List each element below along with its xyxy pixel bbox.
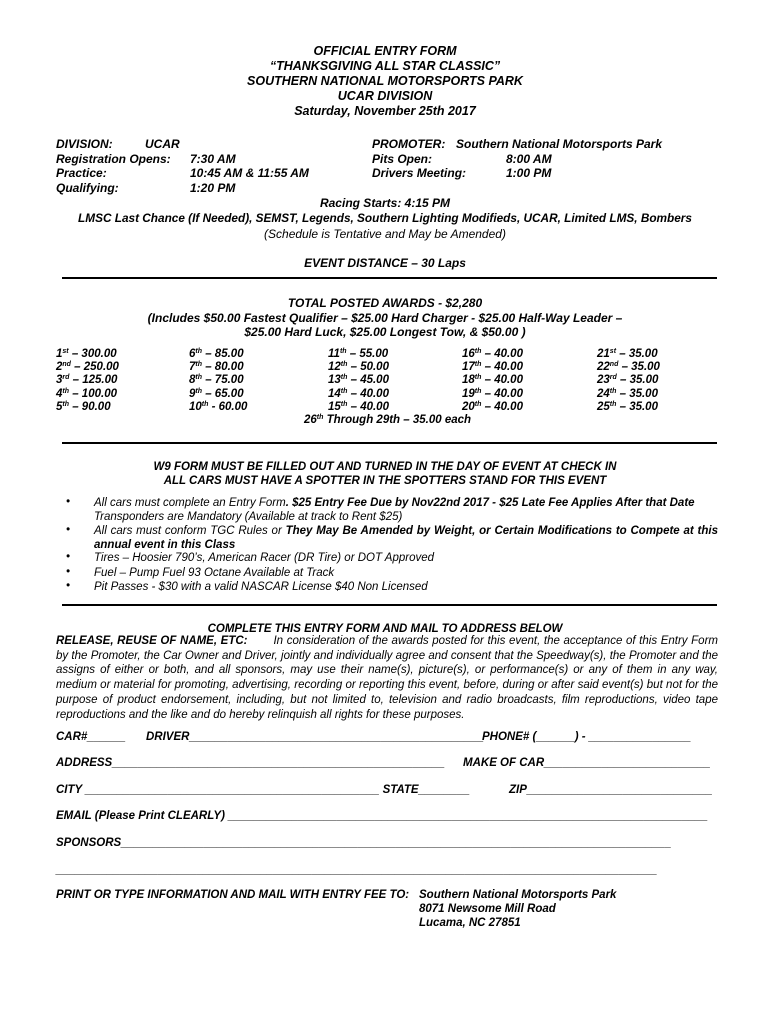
bullet-icon: • — [66, 496, 71, 508]
bullet-icon: • — [66, 524, 71, 536]
award-row: 22nd – 35.00 — [597, 361, 660, 374]
division-label: DIVISION: — [56, 137, 113, 151]
award-row: 7th – 80.00 — [189, 361, 244, 374]
promoter-value: Southern National Motorsports Park — [456, 137, 663, 151]
awards-through-line: 26th Through 29th – 35.00 each — [304, 414, 472, 426]
release-paragraph: RELEASE, REUSE OF NAME, ETC: In consideration of the awards posted for this event, the acceptance of this Entry Form by the Promoter, the Car Owner and Driver, jointly and individually agree and consent that the Speedway(s), the Promoter and the assigns of either or both, and all sponsors, may use their name(s), picture(s), or performance(s) or any of them in any way, medium or material for promoting, advertising, recording or reporting this event, before, during or after said event(s) but not for the purpose of product endorsement, including, but not limited to, television and radio broadcasts, film reproductions, video tape reproductions and the like and do hereby relinquish all rights for these purposes. — [56, 635, 718, 721]
award-row: 12th – 50.00 — [328, 361, 389, 374]
bullet-icon: • — [66, 580, 71, 592]
list-item: • Pit Passes - $30 with a valid NASCAR License $40 Non Licensed — [66, 580, 428, 593]
event-distance: EVENT DISTANCE – 30 Laps — [304, 256, 466, 270]
drivers-meeting-value: 1:00 PM — [506, 166, 552, 180]
award-row: 10th - 60.00 — [189, 400, 248, 413]
list-item: • All cars must conform TGC Rules or They May Be Amended by Weight, or Certain Modifications to Compete at this annual event in this Class — [66, 524, 719, 551]
award-row: 1st – 300.00 — [56, 348, 117, 360]
division-value: UCAR — [145, 137, 180, 151]
practice-value: 10:45 AM & 11:55 AM — [190, 166, 309, 180]
award-row: 20th – 40.00 — [462, 400, 523, 413]
w9-notice: W9 FORM MUST BE FILLED OUT AND TURNED IN THE DAY OF EVENT AT CHECK IN — [153, 461, 617, 473]
car-number-field[interactable]: CAR#______ — [56, 731, 126, 743]
award-row: 8th – 75.00 — [189, 374, 244, 387]
mail-instructions-heading: COMPLETE THIS ENTRY FORM AND MAIL TO ADDRESS BELOW — [207, 623, 563, 635]
award-row: 6th – 85.00 — [189, 348, 244, 360]
awards-column-5 — [597, 348, 660, 414]
award-row: 13th – 45.00 — [328, 374, 389, 387]
awards-includes-line1: (Includes $50.00 Fastest Qualifier – $25.00 Hard Charger - $25.00 Half-Way Leader – — [147, 311, 623, 325]
awards-column-4 — [462, 348, 523, 414]
list-item: • Tires – Hoosier 790’s, American Racer (DR Tire) or DOT Approved — [66, 551, 435, 564]
award-row: 14th – 40.00 — [328, 387, 389, 400]
total-awards: TOTAL POSTED AWARDS - $2,280 — [287, 296, 483, 310]
registration-value: 7:30 AM — [190, 152, 236, 166]
divider — [62, 442, 717, 444]
division-heading: UCAR DIVISION — [337, 89, 433, 103]
divider — [62, 604, 717, 606]
driver-field[interactable]: DRIVER______________________________________________ — [146, 731, 484, 743]
awards-column-3 — [328, 348, 389, 414]
award-row: 2nd – 250.00 — [56, 361, 119, 374]
venue-name: SOUTHERN NATIONAL MOTORSPORTS PARK — [247, 74, 523, 88]
award-row: 15th – 40.00 — [328, 400, 389, 413]
bullet-icon: • — [66, 566, 71, 578]
qualifying-value: 1:20 PM — [190, 181, 236, 195]
award-row: 19th – 40.00 — [462, 387, 523, 400]
award-row: 17th – 40.00 — [462, 361, 523, 374]
award-row: 9th – 65.00 — [189, 387, 244, 400]
list-item: • All cars must complete an Entry Form. $25 Entry Fee Due by Nov22nd 2017 - $25 Late Fee Applies After that Date Transponders are Mandatory (Available at track to Rent $25) — [66, 496, 695, 523]
make-of-car-field[interactable]: MAKE OF CAR__________________________ — [463, 757, 711, 769]
race-classes: LMSC Last Chance (If Needed), SEMST, Legends, Southern Lighting Modifieds, UCAR, Limited LMS, Bombers — [78, 211, 692, 225]
racing-starts: Racing Starts: 4:15 PM — [319, 196, 451, 210]
address-field[interactable]: ADDRESS____________________________________________________ — [56, 757, 445, 769]
zip-field[interactable]: ZIP_____________________________ — [509, 784, 713, 796]
practice-label: Practice: — [56, 166, 107, 180]
pits-open-value: 8:00 AM — [506, 152, 552, 166]
drivers-meeting-label: Drivers Meeting: — [372, 166, 467, 180]
mailing-address-line2: 8071 Newsome Mill Road — [419, 903, 556, 915]
award-row: 11th – 55.00 — [328, 348, 389, 360]
form-title: OFFICIAL ENTRY FORM — [313, 44, 457, 58]
award-row: 23rd – 35.00 — [597, 374, 659, 387]
email-field[interactable]: EMAIL (Please Print CLEARLY) ___________________________________________________________________________ — [56, 810, 708, 822]
divider — [62, 277, 717, 279]
schedule-note: (Schedule is Tentative and May be Amended) — [264, 227, 506, 241]
awards-column-1 — [56, 348, 119, 414]
sponsors-field[interactable]: SPONSORS______________________________________________________________________________________ — [56, 837, 672, 849]
award-row: 16th – 40.00 — [462, 348, 523, 360]
award-row: 5th – 90.00 — [56, 400, 111, 413]
award-row: 4th – 100.00 — [56, 387, 117, 400]
qualifying-label: Qualifying: — [56, 181, 119, 195]
award-row: 24th – 35.00 — [597, 387, 658, 400]
mail-instruction-label: PRINT OR TYPE INFORMATION AND MAIL WITH ENTRY FEE TO: — [56, 889, 410, 901]
bullet-icon: • — [66, 551, 71, 563]
registration-label: Registration Opens: — [56, 152, 171, 166]
award-row: 18th – 40.00 — [462, 374, 523, 387]
award-row: 21st – 35.00 — [597, 348, 658, 360]
award-row: 3rd – 125.00 — [56, 374, 118, 387]
award-row: 25th – 35.00 — [597, 400, 658, 413]
spotter-notice: ALL CARS MUST HAVE A SPOTTER IN THE SPOTTERS STAND FOR THIS EVENT — [163, 475, 607, 487]
list-item: • Fuel – Pump Fuel 93 Octane Available at Track — [66, 566, 335, 579]
mailing-address-line3: Lucama, NC 27851 — [419, 917, 521, 929]
event-date: Saturday, November 25th 2017 — [294, 104, 476, 118]
city-state-field[interactable]: CITY ______________________________________________ STATE________ — [56, 784, 470, 796]
awards-includes-line2: $25.00 Hard Luck, $25.00 Longest Tow, & $50.00 ) — [244, 325, 526, 339]
phone-field[interactable]: PHONE# (______) - ________________ — [482, 731, 692, 743]
sponsors-extra-line[interactable]: ______________________________________________________________________________________________ — [56, 864, 658, 876]
awards-column-2 — [189, 348, 247, 414]
event-name: “THANKSGIVING ALL STAR CLASSIC” — [269, 59, 501, 73]
mailing-address-line1: Southern National Motorsports Park — [419, 889, 617, 901]
promoter-label: PROMOTER: — [372, 137, 446, 151]
pits-open-label: Pits Open: — [372, 152, 433, 166]
